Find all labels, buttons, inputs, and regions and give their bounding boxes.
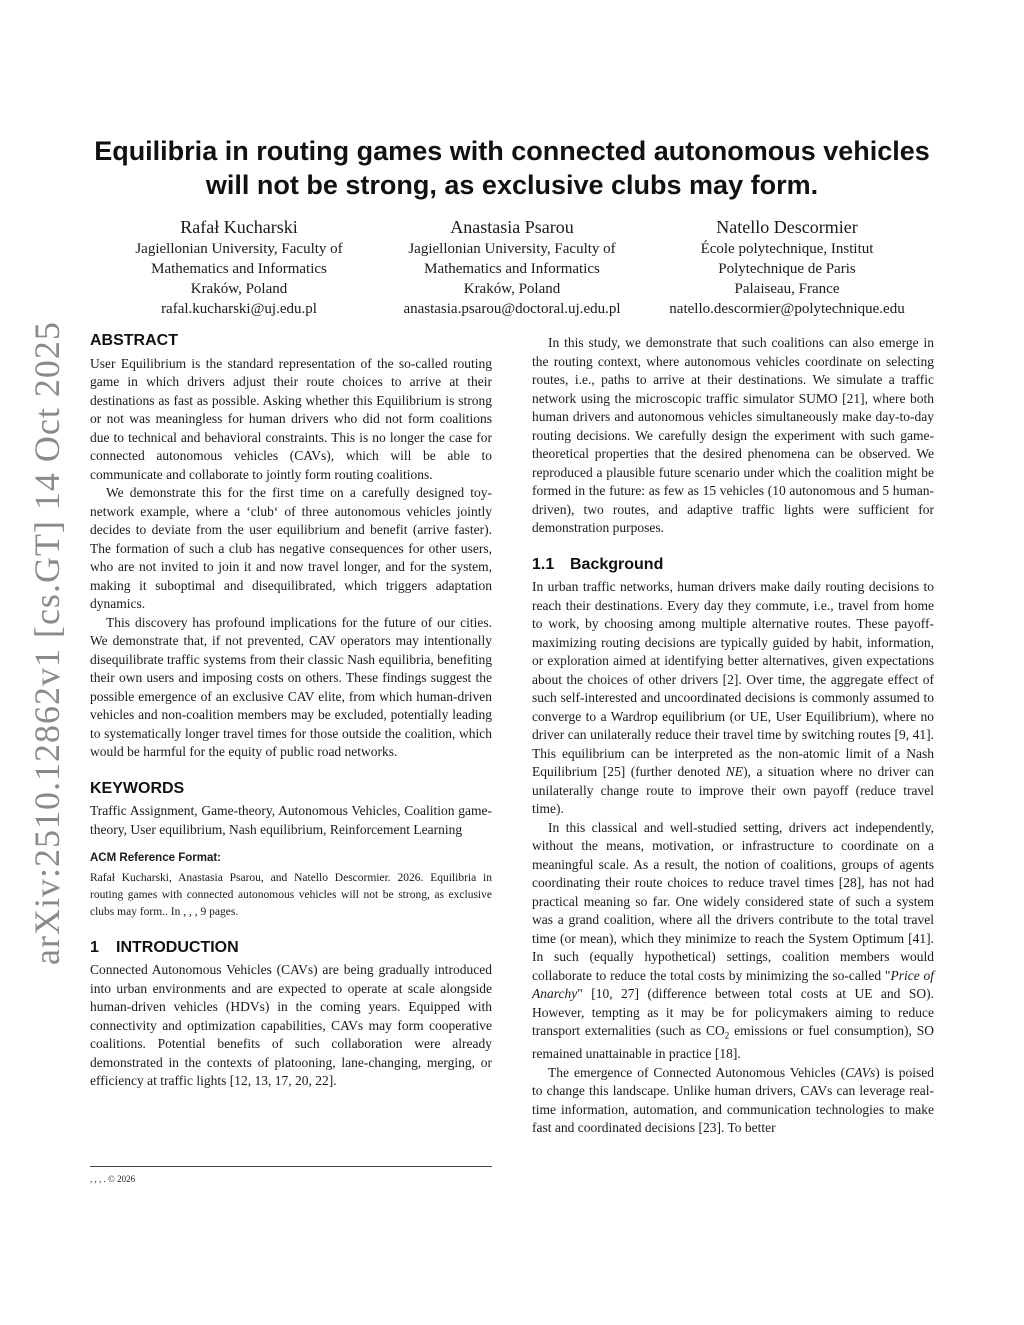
introduction-heading	[90, 939, 492, 958]
background-heading	[532, 556, 934, 575]
author-affiliation: Jagiellonian University, Faculty of	[135, 241, 343, 257]
author-name: Anastasia Psarou	[450, 217, 574, 237]
introduction-paragraph: Connected Autonomous Vehicles (CAVs) are being gradually introduced into urban environments and are expected to operate at scale alongside human-driven vehicles (HDVs) in the coming years. Equipped with connectivity and optimization capabilities, CAVs may form cooperative coalitions. Potential benefits of such collaboration were already demonstrated in the contexts of platooning, lane-changing, merging, or efficiency at traffic lights [12, 13, 17, 20, 22].	[90, 962, 492, 1088]
right-column	[532, 334, 934, 1138]
author-location: Kraków, Poland	[463, 281, 561, 297]
author-location: Kraków, Poland	[190, 281, 288, 297]
arxiv-identifier: arXiv:2510.12862v1 [cs.GT] 14 Oct 2025	[27, 321, 67, 965]
emphasis-text: CAVs	[845, 1064, 876, 1080]
abstract-paragraph: This discovery has profound implications for the future of our cities. We demonstrate that, if not prevented, CAV operators may intentionally disequilibrate traffic systems from their classic Nash equilibria, benefiting their own users and imposing costs on others. These findings suggest the possible emergence of an exclusive CAV elite, from which human-driven vehicles and non-coalition members may be excluded, potentially leading to systematically longer travel times for those outside the coalition, which would be harmful for the equity of public road networks.	[90, 614, 492, 759]
author-affiliation: Jagiellonian University, Faculty of	[408, 241, 616, 257]
background-paragraph: In this classical and well-studied setting, drivers act independently, without the means, motivation, or infrastructure to coordinate on a meaningful scale. As a result, the notion of coalitions, groups of agents coordinating their route choices to reduce travel times [28], has not had practical meaning so far. One widely considered state of such a system was a grand coalition, where all the drivers contribute to the total travel time (or mean), which they minimize to reach the System Optimum [41]. In such (equally hypothetical) settings, coalition members would collaborate to reduce the total costs by minimizing the so-called "Price of Anarchy" [10, 27] (difference between total costs at UE and SO). However, tempting as it may be for policymakers aiming to reduce transport externalities (such as $CO_2$ emissions or fuel consumption), SO remained unattainable in practice [18].	[532, 819, 935, 1062]
author-location: Palaiseau, France	[734, 281, 840, 297]
section-number: 1	[90, 938, 99, 956]
title-line-2: will not be strong, as exclusive clubs may form.	[205, 170, 819, 200]
title-line-1: Equilibria in routing games with connected autonomous vehicles	[94, 136, 930, 166]
abstract-paragraph: User Equilibrium is the standard representation of the so-called routing game in which drivers adjust their route choices to arrive at their destinations as fast as possible. Asking whether this Equilibrium is strong or not was meaningless for human drivers who did not form coalitions due to technical and behavioral constraints. This is no longer the case for connected autonomous vehicles (CAVs), which will be able to communicate and collaborate to jointly form routing coalitions.	[90, 355, 492, 482]
author-affiliation: Polytechnique de Paris	[718, 261, 856, 277]
section-title: Background	[570, 555, 664, 573]
abstract-paragraph: We demonstrate this for the first time on a carefully designed toy-network example, where a ‘club‘ of three autonomous vehicles jointly decides to deviate from the user equilibrium and benefit (arrive faster). The formation of such a club has negative consequences for other users, who are not invited to join it and now travel longer, and for the system, making it suboptimal and disequilibrated, which triggers adaptation dynamics.	[90, 485, 492, 611]
author-affiliation: Mathematics and Informatics	[424, 261, 600, 277]
section-number: 1.1	[532, 555, 555, 573]
section-title: INTRODUCTION	[116, 938, 239, 956]
acm-reference-text: Rafał Kucharski, Anastasia Psarou, and Natello Descormier. 2026. Equilibria in routing games with connected autonomous vehicles will not be strong, as exclusive clubs may form.. In , , , 9 pages.	[90, 871, 492, 918]
author-email: anastasia.psarou@doctoral.uj.edu.pl	[403, 301, 621, 317]
background-paragraph: In urban traffic networks, human drivers make daily routing decisions to reach their destinations. Every day they commute, i.e., travel from home to work, by choosing among multiple alternative routes. These payoff-maximizing routing decisions are typically guided by habit, information, or exploration aimed at identifying better alternatives, given expectations about the choices of other drivers [2]. Over time, the aggregate effect of such self-interested and uncoordinated decisions is commonly assumed to converge to a Wardrop equilibrium (or UE, User Equilibrium), where no driver can unilaterally reduce their travel time by switching routes [9, 41]. This equilibrium can be interpreted as the non-atomic limit of a Nash Equilibrium [25] (further denoted NE), a situation where no driver can unilaterally change route to improve their own payoff (reduce travel time).	[532, 579, 935, 816]
abstract-heading: ABSTRACT	[90, 332, 178, 349]
author-name: Natello Descormier	[716, 217, 858, 237]
author-email: natello.descormier@polytechnique.edu	[669, 301, 905, 317]
subscript: 2	[724, 1030, 730, 1041]
paper-title	[70, 134, 954, 202]
acm-reference-heading: ACM Reference Format:	[90, 852, 221, 864]
author-name: Rafał Kucharski	[180, 217, 298, 237]
footnote-divider	[90, 1166, 492, 1167]
author-block-1	[104, 216, 374, 319]
author-block-2	[377, 216, 647, 319]
keywords-heading: KEYWORDS	[90, 779, 185, 797]
author-affiliation: École polytechnique, Institut	[700, 241, 874, 257]
emphasis-text: Price of Anarchy	[532, 967, 934, 1001]
author-affiliation: Mathematics and Informatics	[151, 261, 327, 277]
left-column	[90, 332, 492, 1091]
emphasis-text: NE	[725, 764, 744, 779]
author-email: rafal.kucharski@uj.edu.pl	[161, 301, 317, 317]
keywords-text: Traffic Assignment, Game-theory, Autonomous Vehicles, Coalition game-theory, User equilibrium, Nash equilibrium, Reinforcement Learning	[90, 803, 492, 837]
introduction-paragraph: In this study, we demonstrate that such coalitions can also emerge in the routing context, where autonomous vehicles coordinate on selecting routes, i.e., paths to arrive at their destinations. We simulate a traffic network using the microscopic traffic simulator SUMO [21], where both human drivers and autonomous vehicles simultaneously make day-to-day routing decisions. We carefully design the experiment with such game-theoretical properties that the desired phenomena can be observed. We reproduced a plausible future scenario under which the coalition might be formed in the future: as few as 15 vehicles (10 autonomous and 5 human-driven), two routes, and adaptive traffic lights were sufficient for demonstration purposes.	[532, 335, 934, 535]
copyright-footnote: , , , . © 2026	[90, 1174, 136, 1184]
background-paragraph: The emergence of Connected Autonomous Vehicles (CAVs) is poised to change this landscape. Unlike human drivers, CAVs can leverage real-time information, automation, and communication technologies to make fast and coordinated decisions [23]. To better	[532, 1064, 934, 1136]
author-block-3	[652, 216, 922, 319]
